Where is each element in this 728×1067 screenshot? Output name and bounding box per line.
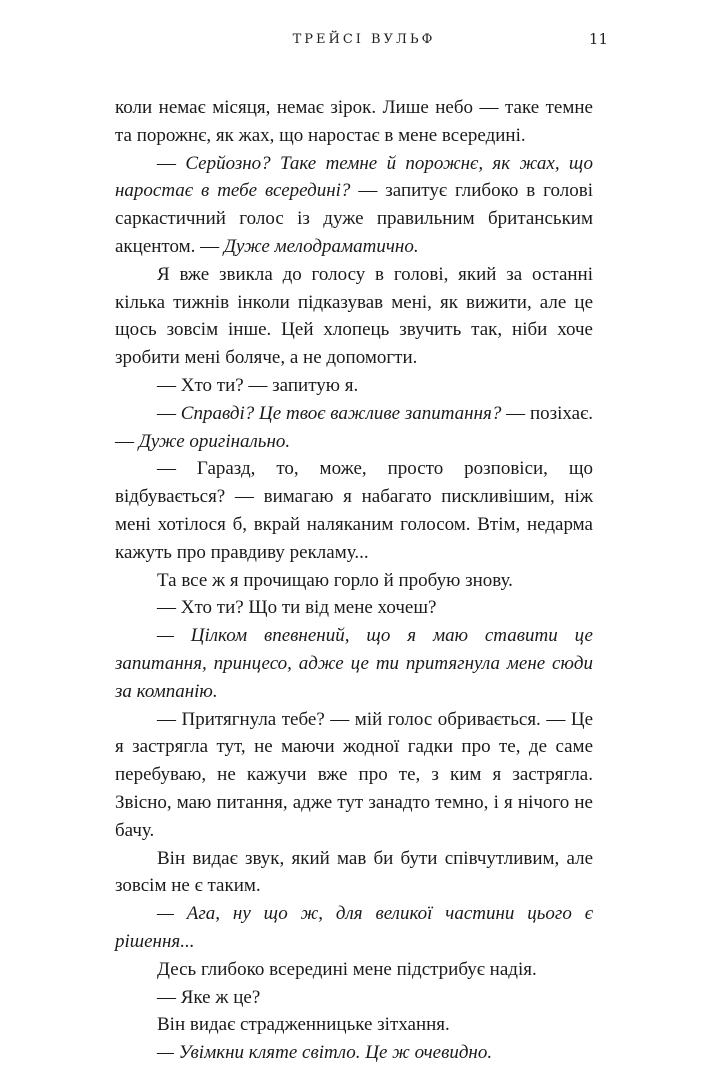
paragraph	[115, 567, 593, 595]
text-run: — Хто ти? Що ти від мене хочеш?	[157, 597, 437, 619]
text-run: — запитує глибоко в голові саркастичний голос із дуже правильним британським акцентом. —	[115, 180, 593, 257]
paragraph	[115, 900, 593, 956]
paragraph	[115, 594, 593, 622]
text-run: Я вже звикла до голосу в голові, який за останні кілька тижнів інколи підказував мені, як вижити, але це щось зовсім інше. Цей хлопець звучить так, ніби хоче зробити мені боляче, а не допомогти.	[115, 263, 593, 369]
italic-text-run: — Цілком впевнений, що я маю ставити це запитання, принцесо, адже це ти притягнула мене сюди за компанію.	[115, 625, 593, 702]
text-run: — Яке ж це?	[157, 986, 261, 1008]
paragraph	[115, 845, 593, 901]
italic-text-run: Дуже оригінально.	[138, 430, 291, 452]
text-run: — позіхає. —	[115, 402, 593, 452]
paragraph	[115, 400, 593, 456]
paragraph	[115, 622, 593, 705]
text-run: коли немає місяця, немає зірок. Лише небо — таке темне та порожнє, як жах, що наростає в мене всередині.	[115, 97, 593, 146]
text-run: Він видає звук, який мав би бути співчутливим, але зовсім не є таким.	[115, 847, 593, 897]
italic-text-run: — Увімкни кляте світло. Це ж очевидно.	[157, 1042, 493, 1064]
italic-text-run: Серйозно? Таке темне й порожнє, як жах, що наростає в тебе всередині?	[115, 152, 594, 202]
paragraph	[115, 150, 593, 261]
text-run: — Хто ти? — запитую я.	[157, 374, 359, 396]
paragraph	[115, 1011, 593, 1039]
text-run: — Притягнула тебе? — мій голос обривається. — Це я застрягла тут, не маючи жодної гадки про те, де саме перебуваю, не кажучи вже про те, з ким я застрягла. Звісно, маю питання, адже тут занадто темно, і я нічого не бачу.	[115, 708, 593, 841]
text-run: — Гаразд, то, може, просто розповіси, що відбувається? — вимагаю я набагато пискливішим, ніж мені хотілося б, вкрай наляканим голосом. Втім, недарма кажуть про правдиву рекламу...	[115, 458, 593, 563]
paragraph	[115, 261, 593, 372]
text-run: —	[157, 402, 181, 424]
page-number: 11	[588, 30, 608, 48]
text-run: Він видає страдженницьке зітхання.	[157, 1014, 450, 1036]
paragraph	[115, 706, 593, 845]
running-head-author: ТРЕЙСІ ВУЛЬФ	[292, 32, 436, 47]
paragraph	[115, 956, 593, 984]
body-text	[115, 94, 593, 1067]
italic-text-run: Справді? Це твоє важливе запитання?	[180, 402, 502, 424]
text-run: Та все ж я прочищаю горло й пробую знову.	[157, 569, 513, 591]
paragraph	[115, 455, 593, 566]
paragraph	[115, 984, 593, 1012]
italic-text-run: — Ага, ну що ж, для великої частини цього є рішення...	[115, 903, 593, 952]
paragraph	[115, 372, 593, 400]
text-run: Десь глибоко всередині мене підстрибує надія.	[157, 958, 537, 980]
paragraph	[115, 94, 593, 150]
text-run: —	[157, 152, 186, 174]
paragraph	[115, 1039, 593, 1067]
page-header	[120, 28, 608, 58]
italic-text-run: Дуже мелодраматично.	[223, 235, 419, 257]
